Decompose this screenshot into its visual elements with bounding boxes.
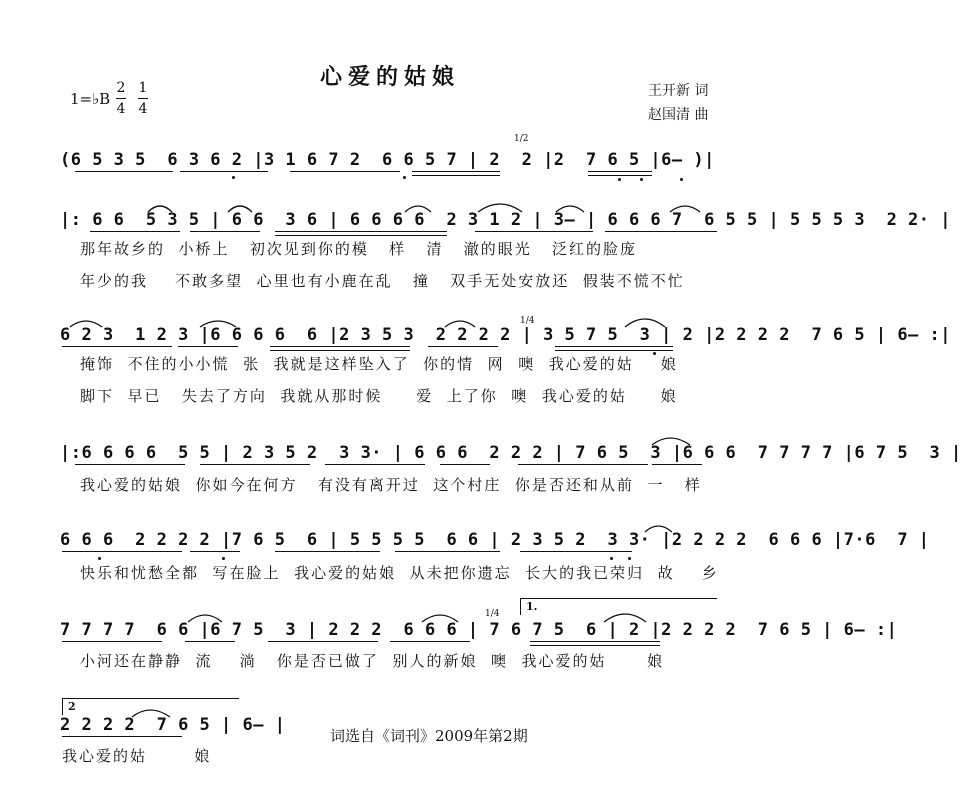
score-row: 7 7 7 7 6 6 |6 7 5 3 | 2 2 2 6 6 6 | 7 6 7 5 6 | 2 |2 2 2 2 7 6 5 | 6— :| — [60, 620, 898, 640]
score-row: |: 6 6 5 3 5 | 6 6 3 6 | 6 6 6 6 2 3 1 2 | 3— | 6 6 6 7 6 5 5 | 5 5 5 3 2 2· | — [60, 210, 951, 230]
key-signature: 1=♭B — [70, 90, 111, 108]
section-mark: 1/4 — [520, 316, 535, 326]
volta-label: 1. — [526, 600, 538, 613]
meter-denominator: 4 — [116, 101, 126, 117]
score-row: 2 2 2 2 7 6 5 | 6— | — [60, 715, 286, 735]
lyric-row: 快乐和忧愁全都 写在脸上 我心爱的姑娘 从未把你遗忘 长大的我已荣归 故 乡 — [80, 564, 719, 582]
lyric-row: 那年故乡的 小桥上 初次见到你的模 样 清 澈的眼光 泛红的脸庞 — [80, 240, 638, 258]
lyric-row: 年少的我 不敢多望 心里也有小鹿在乱 撞 双手无处安放还 假装不慌不忙 — [80, 272, 685, 290]
score-row: 6 6 6 2 2 2 2 |7 6 5 6 | 5 5 5 5 6 6 | 2 3 5 2 3 3· |2 2 2 2 6 6 6 |7·6 7 | — [60, 530, 930, 550]
section-mark: 1/4 — [485, 609, 500, 619]
lyric-row: 掩饰 不住的小小慌 张 我就是这样坠入了 你的情 网 噢 我心爱的姑 娘 — [80, 355, 678, 373]
meter-numerator: 2 — [116, 80, 126, 96]
section-mark: 1/2 — [514, 134, 529, 144]
score-row: 6 2 3 1 2 3 |6 6 6 6 6 |2 3 5 3 2 2 2 2 | 3 5 7 5 3 | 2 |2 2 2 2 7 6 5 | 6— :| — [60, 325, 951, 345]
lyric-row: 脚下 早已 失去了方向 我就从那时候 爱 上了你 噢 我心爱的姑 娘 — [80, 387, 678, 405]
lyric-row: 我心爱的姑娘 你如今在何方 有没有离开过 这个村庄 你是否还和从前 一 样 — [80, 476, 702, 494]
lyric-row: 小河还在静静 流 淌 你是否已做了 别人的新娘 噢 我心爱的姑 娘 — [80, 652, 665, 670]
score-row: (6 5 3 5 6 3 6 2 |3 1 6 7 2 6 6 5 7 | 2 2 |2 7 6 5 |6— )| — [60, 150, 715, 170]
lyricist-credit: 王开新 词 — [648, 83, 709, 99]
meter-numerator: 1 — [138, 80, 148, 96]
song-title: 心爱的姑娘 — [319, 64, 460, 90]
score-row: |:6 6 6 6 5 5 | 2 3 5 2 3 3· | 6 6 6 2 2 2 | 7 6 5 3 |6 6 6 7 7 7 7 |6 7 5 3 | — [60, 443, 962, 463]
composer-credit: 赵国清 曲 — [648, 107, 709, 123]
lyric-row: 我心爱的姑 娘 — [62, 747, 212, 765]
source-note: 词选自《词刊》2009年第2期 — [330, 727, 528, 745]
meter-denominator: 4 — [138, 101, 148, 117]
volta-label: 2 — [68, 700, 76, 713]
